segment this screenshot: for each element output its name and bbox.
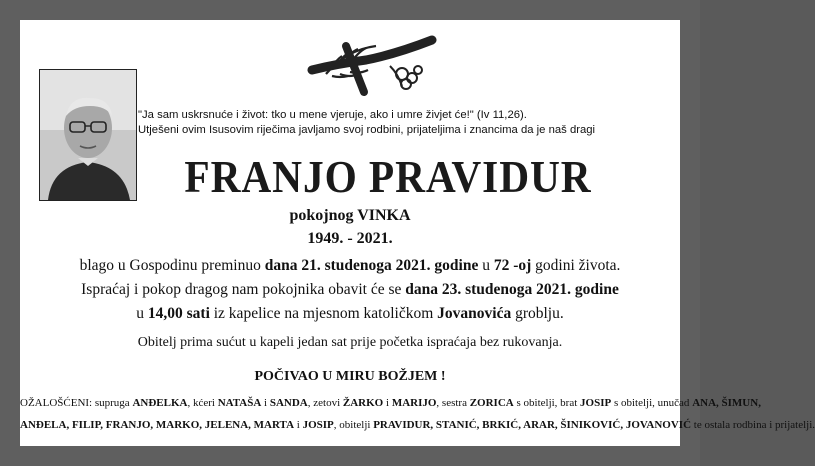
mourner-name: ANĐELA, FILIP, FRANJO, MARKO, JELENA, MARTA — [20, 419, 295, 431]
mourners-line-2 — [20, 419, 815, 431]
mourner-name: PRAVIDUR, STANIĆ, BRKIĆ, ARAR, ŠINIKOVIĆ, JOVANOVIĆ — [373, 419, 692, 431]
mourner-text: te ostala rodbina i prijatelji. — [691, 419, 815, 431]
mourner-name: SANDA — [269, 397, 308, 409]
mourner-text: i — [383, 397, 392, 409]
cross-with-palm-icon — [306, 30, 436, 94]
quote-line-1: "Ja sam uskrsnuće i život: tko u mene vjeruje, ako i umre živjet će!" (Iv 11,26). — [138, 109, 527, 121]
scripture-quote — [138, 108, 678, 138]
mourner-text: s obitelji, unučad — [611, 397, 693, 409]
rest-in-peace: POČIVAO U MIRU BOŽJEM ! — [254, 369, 446, 384]
life-years: 1949. - 2021. — [307, 230, 393, 247]
mourner-text: supruga — [94, 397, 133, 409]
quote-line-2: Utješeni ovim Isusovim riječima javljamo svoj rodbini, prijateljima i znancima da je naš dragi — [138, 124, 596, 136]
obituary-paper — [20, 20, 815, 446]
mourner-text: i — [294, 419, 303, 431]
mourners-line-1 — [20, 397, 761, 409]
death-announcement — [20, 257, 680, 275]
cemetery-name: Jovanovića — [437, 305, 512, 322]
funeral-date: dana 23. studenoga 2021. godine — [405, 281, 619, 298]
mourner-name: JOSIP — [302, 419, 334, 431]
funeral-text-a: Ispraćaj i pokop dragog nam pokojnika obavit će se — [81, 281, 406, 298]
condolences-note: Obitelj prima sućut u kapeli jedan sat prije početka ispraćaja bez rukovanja. — [137, 335, 563, 350]
funeral-text-e: groblju. — [511, 305, 564, 322]
death-age: 72 -oj — [493, 257, 532, 274]
mourner-name: ANĐELKA — [132, 397, 188, 409]
mourner-name: ZORICA — [469, 397, 514, 409]
funeral-announcement — [20, 281, 680, 299]
mourner-text: i — [261, 397, 270, 409]
death-text-a: blago u Gospodinu preminuo — [79, 257, 265, 274]
mourner-name: NATAŠA — [217, 397, 262, 409]
deceased-photo — [39, 69, 137, 201]
deceased-name: FRANJO PRAVIDUR — [184, 151, 592, 202]
death-text-c: u — [478, 257, 494, 274]
mourner-text: , sestra — [436, 397, 470, 409]
funeral-text-u: u — [136, 305, 148, 322]
death-date: dana 21. studenoga 2021. godine — [264, 257, 479, 274]
mourner-name: ŽARKO — [342, 397, 384, 409]
father-name: pokojnog VINKA — [289, 207, 411, 224]
funeral-time: 14,00 sati — [147, 305, 210, 322]
funeral-text-c: iz kapelice na mjesnom katoličkom — [209, 305, 438, 322]
mourner-text: s obitelji, brat — [513, 397, 581, 409]
mourner-name: MARIJO — [391, 397, 437, 409]
death-text-e: godini života. — [531, 257, 621, 274]
funeral-details — [20, 305, 680, 323]
mourner-text: , kćeri — [187, 397, 218, 409]
mourner-text: OŽALOŠĆENI: — [20, 397, 95, 409]
mourner-text: , zetovi — [307, 397, 343, 409]
mourner-name: ANA, ŠIMUN, — [692, 397, 761, 409]
mourner-name: JOSIP — [580, 397, 612, 409]
mourner-text: , obitelji — [333, 419, 374, 431]
